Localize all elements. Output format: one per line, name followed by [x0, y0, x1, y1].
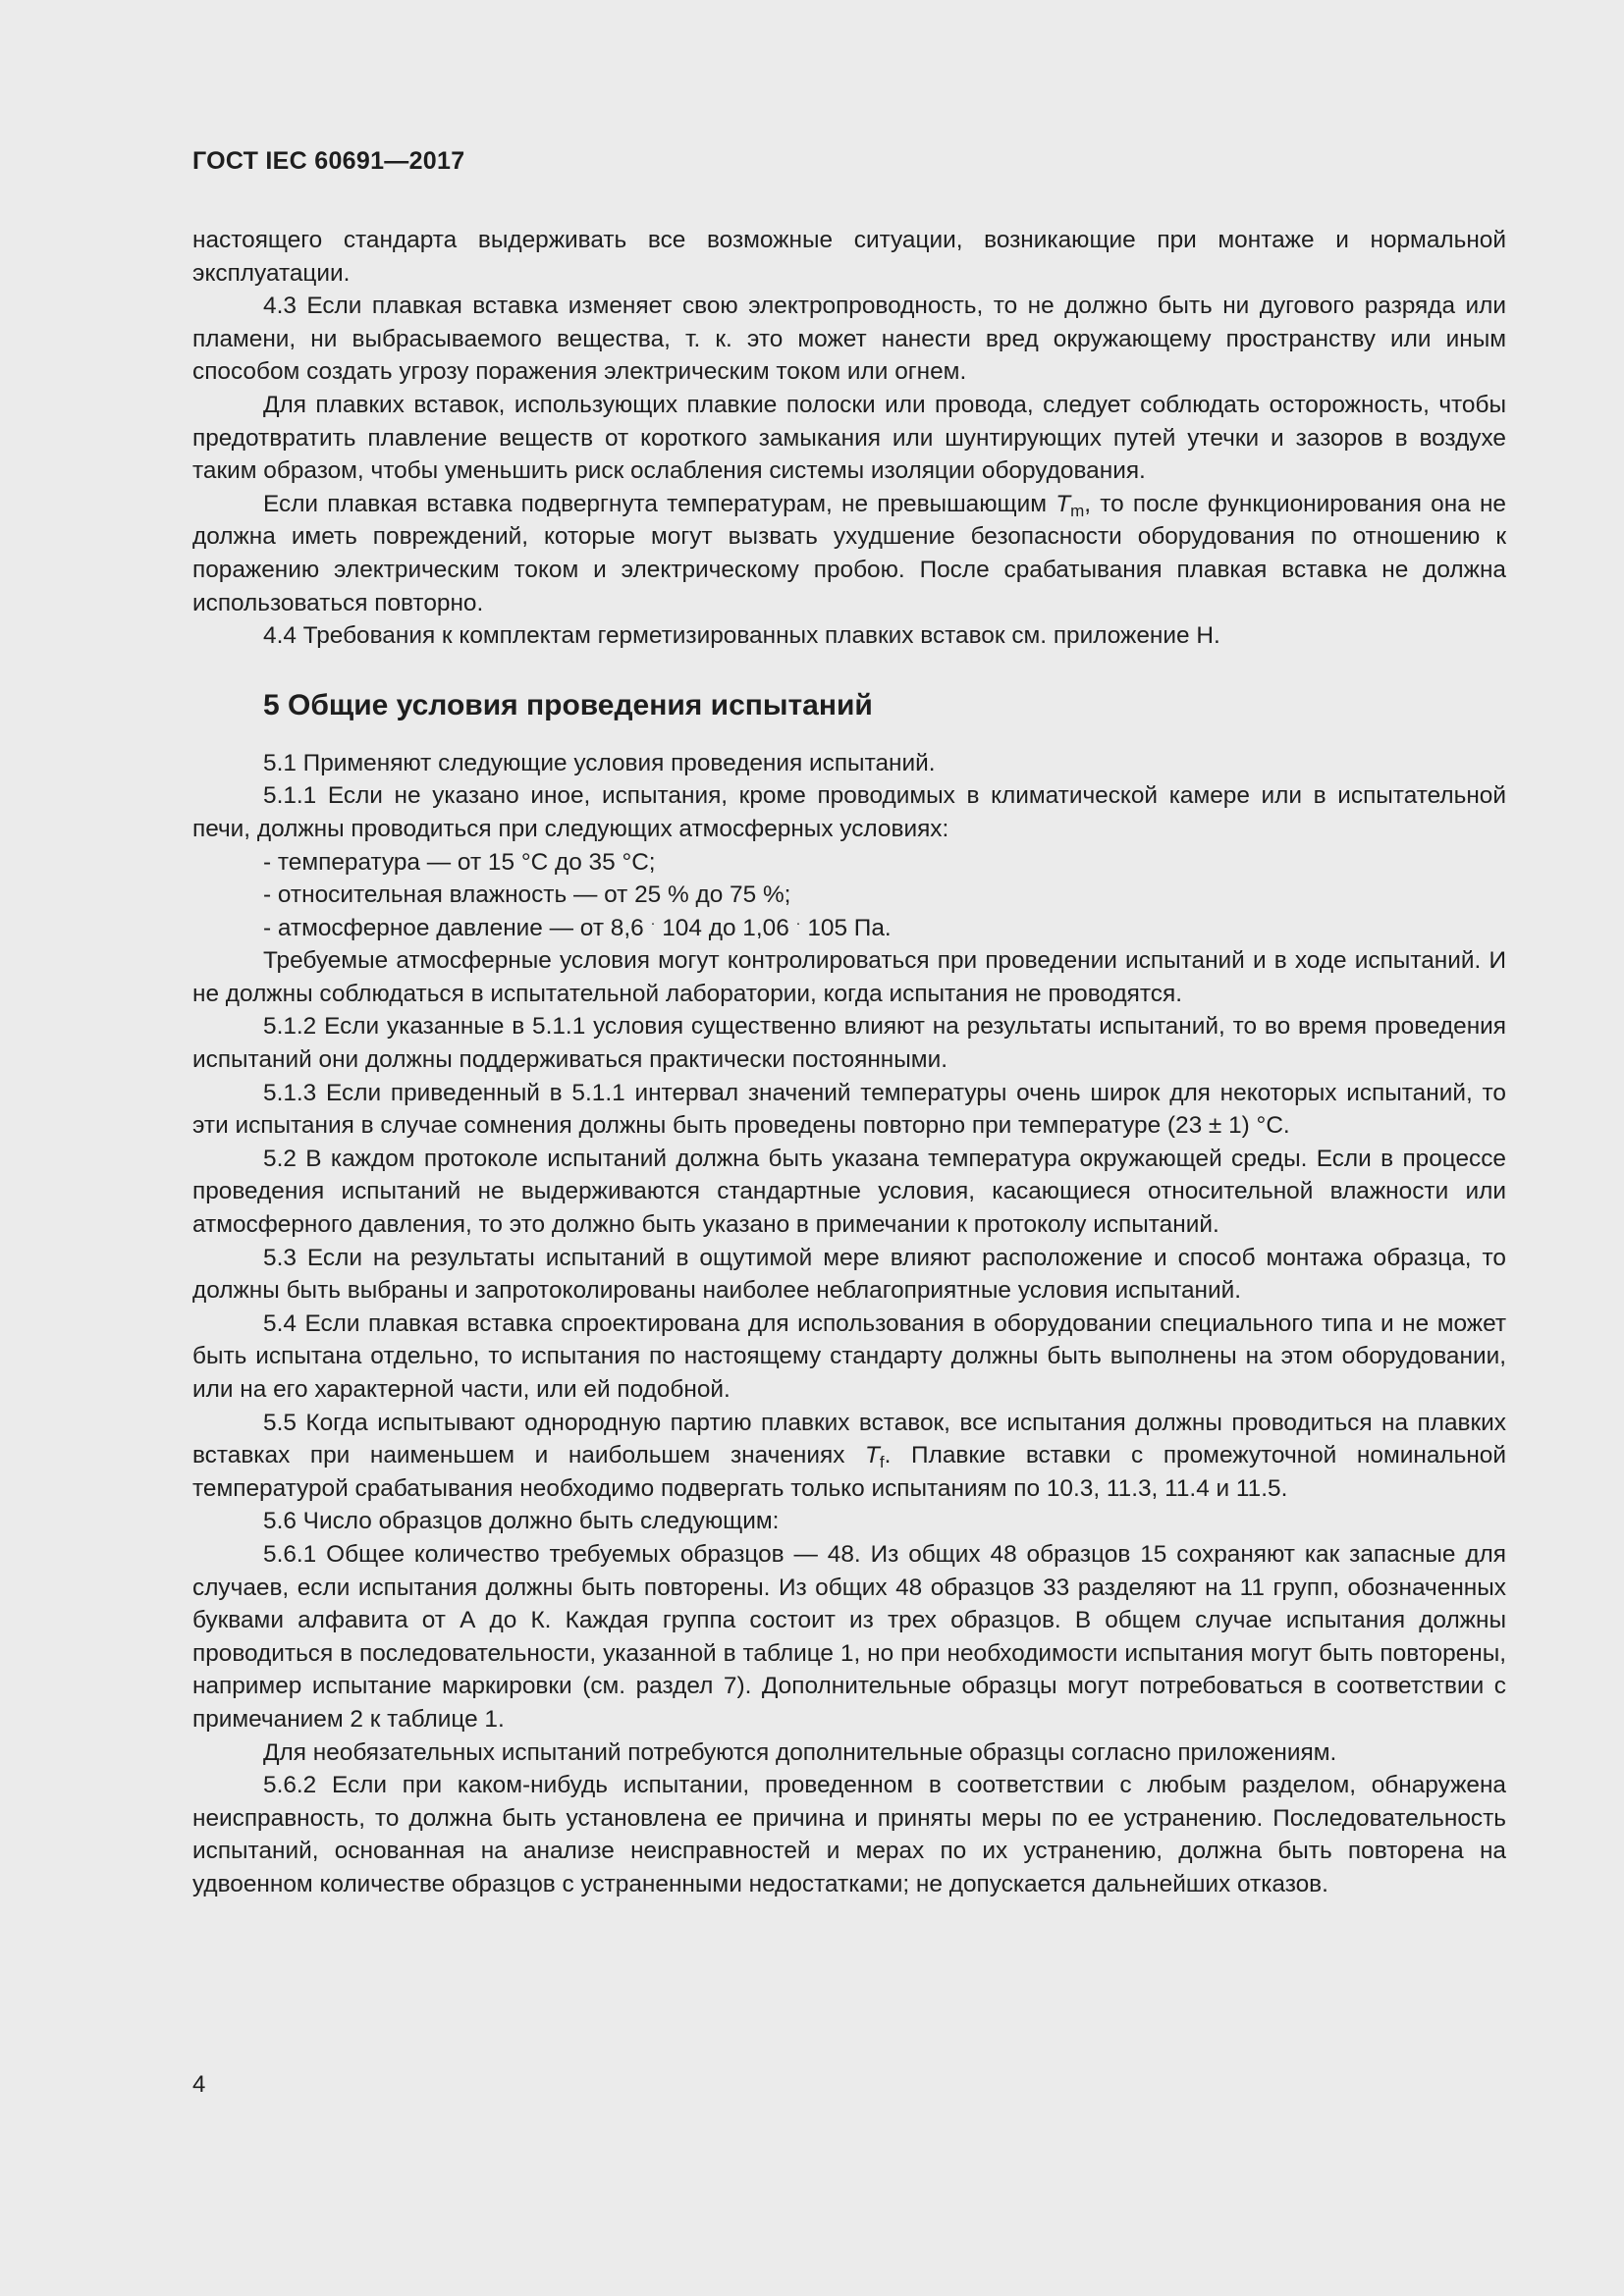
symbol-subscript: f	[879, 1453, 885, 1472]
paragraph-4-4: 4.4 Требования к комплектам герметизированных плавких вставок см. приложение Н.	[263, 622, 1220, 650]
paragraph-5-6-2: 5.6.2 Если при каком-нибудь испытании, проведенном в соответствии с любым разделом, обнаружена неисправность, то должна быть установлена ее причина и приняты меры по ее устранению. Последовательность испытаний, основанная на анализе неисправностей и мерах по их устранению, должна быть повторена на удвоенном количестве образцов с устраненными недостатками; не допускается дальнейших отказов.	[192, 1772, 1506, 1897]
paragraph-text: . Плавкие вставки с промежуточной номинальной температурой срабатывания необходимо подвергать только испытаниям по 10.3, 11.3, 11.4 и 11.5.	[192, 1442, 1506, 1502]
paragraph-temperature-tm	[192, 488, 1506, 619]
paragraph-5-1: 5.1 Применяют следующие условия проведения испытаний.	[263, 749, 936, 776]
multiplication-dot: ·	[795, 914, 801, 932]
paragraph-4-3: 4.3 Если плавкая вставка изменяет свою электропроводность, то не должно быть ни дугового разряда или пламени, ни выбрасываемого вещества, т. к. это может нанести вред окружающему пространству или иным способом создать угрозу поражения электрическим током или огнем.	[192, 293, 1506, 386]
list-text: 104 до 1,06	[655, 914, 796, 941]
list-text: 105 Па.	[800, 914, 892, 941]
document-body	[192, 224, 1506, 1901]
paragraph-required-conditions: Требуемые атмосферные условия могут контролироваться при проведении испытаний и в ходе испытаний. И не должны соблюдаться в испытательной лаборатории, когда испытания не проводятся.	[192, 947, 1506, 1007]
page-number: 4	[192, 2071, 206, 2098]
multiplication-dot: ·	[650, 914, 656, 932]
paragraph-5-1-1: 5.1.1 Если не указано иное, испытания, кроме проводимых в климатической камере или в испытательной печи, должны проводиться при следующих атмосферных условиях:	[192, 782, 1506, 842]
list-item-humidity: - относительная влажность — от 25 % до 75 %;	[263, 881, 791, 909]
list-item-pressure	[192, 912, 1506, 945]
symbol-t: T	[865, 1442, 880, 1469]
paragraph-fuse-strips: Для плавких вставок, использующих плавкие полоски или провода, следует соблюдать осторожность, чтобы предотвратить плавление веществ от короткого замыкания или шунтирующих путей утечки и зазоров в воздухе таким образом, чтобы уменьшить риск ослабления системы изоляции оборудования.	[192, 391, 1506, 485]
paragraph-5-5	[192, 1407, 1506, 1506]
paragraph-5-1-2: 5.1.2 Если указанные в 5.1.1 условия существенно влияют на результаты испытаний, то во время проведения испытаний они должны поддерживаться практически постоянными.	[192, 1013, 1506, 1074]
paragraph-5-1-3: 5.1.3 Если приведенный в 5.1.1 интервал значений температуры очень широк для некоторых испытаний, то эти испытания в случае сомнения должны быть проведены повторно при температуре (23 ± 1) °С.	[192, 1079, 1506, 1140]
paragraph-text: , то после функционирования она не должна иметь повреждений, которые могут вызвать ухудшение безопасности оборудования по отношению к поражению электрическим током и электрическому пробою. После срабатывания плавкая вставка не должна использоваться повторно.	[192, 490, 1506, 616]
paragraph-continuation: настоящего стандарта выдерживать все возможные ситуации, возникающие при монтаже и нормальной эксплуатации.	[192, 227, 1506, 287]
list-text: - атмосферное давление — от 8,6	[263, 914, 651, 941]
paragraph-optional-tests: Для необязательных испытаний потребуются дополнительные образцы согласно приложениям.	[263, 1738, 1337, 1766]
paragraph-text: Если плавкая вставка подвергнута температурам, не превышающим	[263, 490, 1056, 517]
paragraph-5-6-1: 5.6.1 Общее количество требуемых образцов — 48. Из общих 48 образцов 15 сохраняют как запасные для случаев, если испытания должны быть повторены. Из общих 48 образцов 33 разделяют на 11 групп, обозначенных буквами алфавита от А до К. Каждая группа состоит из трех образцов. В общем случае испытания должны проводиться в последовательности, указанной в таблице 1, но при необходимости испытания могут быть повторены, например испытание маркировки (см. раздел 7). Дополнительные образцы могут потребоваться в соответствии с примечанием 2 к таблице 1.	[192, 1540, 1506, 1733]
symbol-t: T	[1056, 490, 1071, 517]
paragraph-5-4: 5.4 Если плавкая вставка спроектирована для использования в оборудовании специального типа и не может быть испытана отдельно, то испытания по настоящему стандарту должны быть выполнены на этом оборудовании, или на его характерной части, или ей подобной.	[192, 1309, 1506, 1403]
paragraph-5-3: 5.3 Если на результаты испытаний в ощутимой мере влияют расположение и способ монтажа образца, то должны быть выбраны и запротоколированы наиболее неблагоприятные условия испытаний.	[192, 1244, 1506, 1305]
paragraph-5-2: 5.2 В каждом протоколе испытаний должна быть указана температура окружающей среды. Если в процессе проведения испытаний не выдерживаются стандартные условия, касающиеся относительной влажности или атмосферного давления, то это должно быть указано в примечании к протоколу испытаний.	[192, 1145, 1506, 1239]
paragraph-5-6: 5.6 Число образцов должно быть следующим:	[263, 1508, 780, 1535]
section-heading-5: 5 Общие условия проведения испытаний	[263, 688, 873, 721]
symbol-subscript: m	[1070, 501, 1085, 520]
paragraph-text: 5.5 Когда испытывают однородную партию плавких вставок, все испытания должны проводиться на плавких вставках при наименьшем и наибольшем значениях	[192, 1409, 1506, 1469]
document-header: ГОСТ IEC 60691—2017	[192, 147, 465, 175]
list-item-temperature: - температура — от 15 °С до 35 °С;	[263, 848, 656, 876]
